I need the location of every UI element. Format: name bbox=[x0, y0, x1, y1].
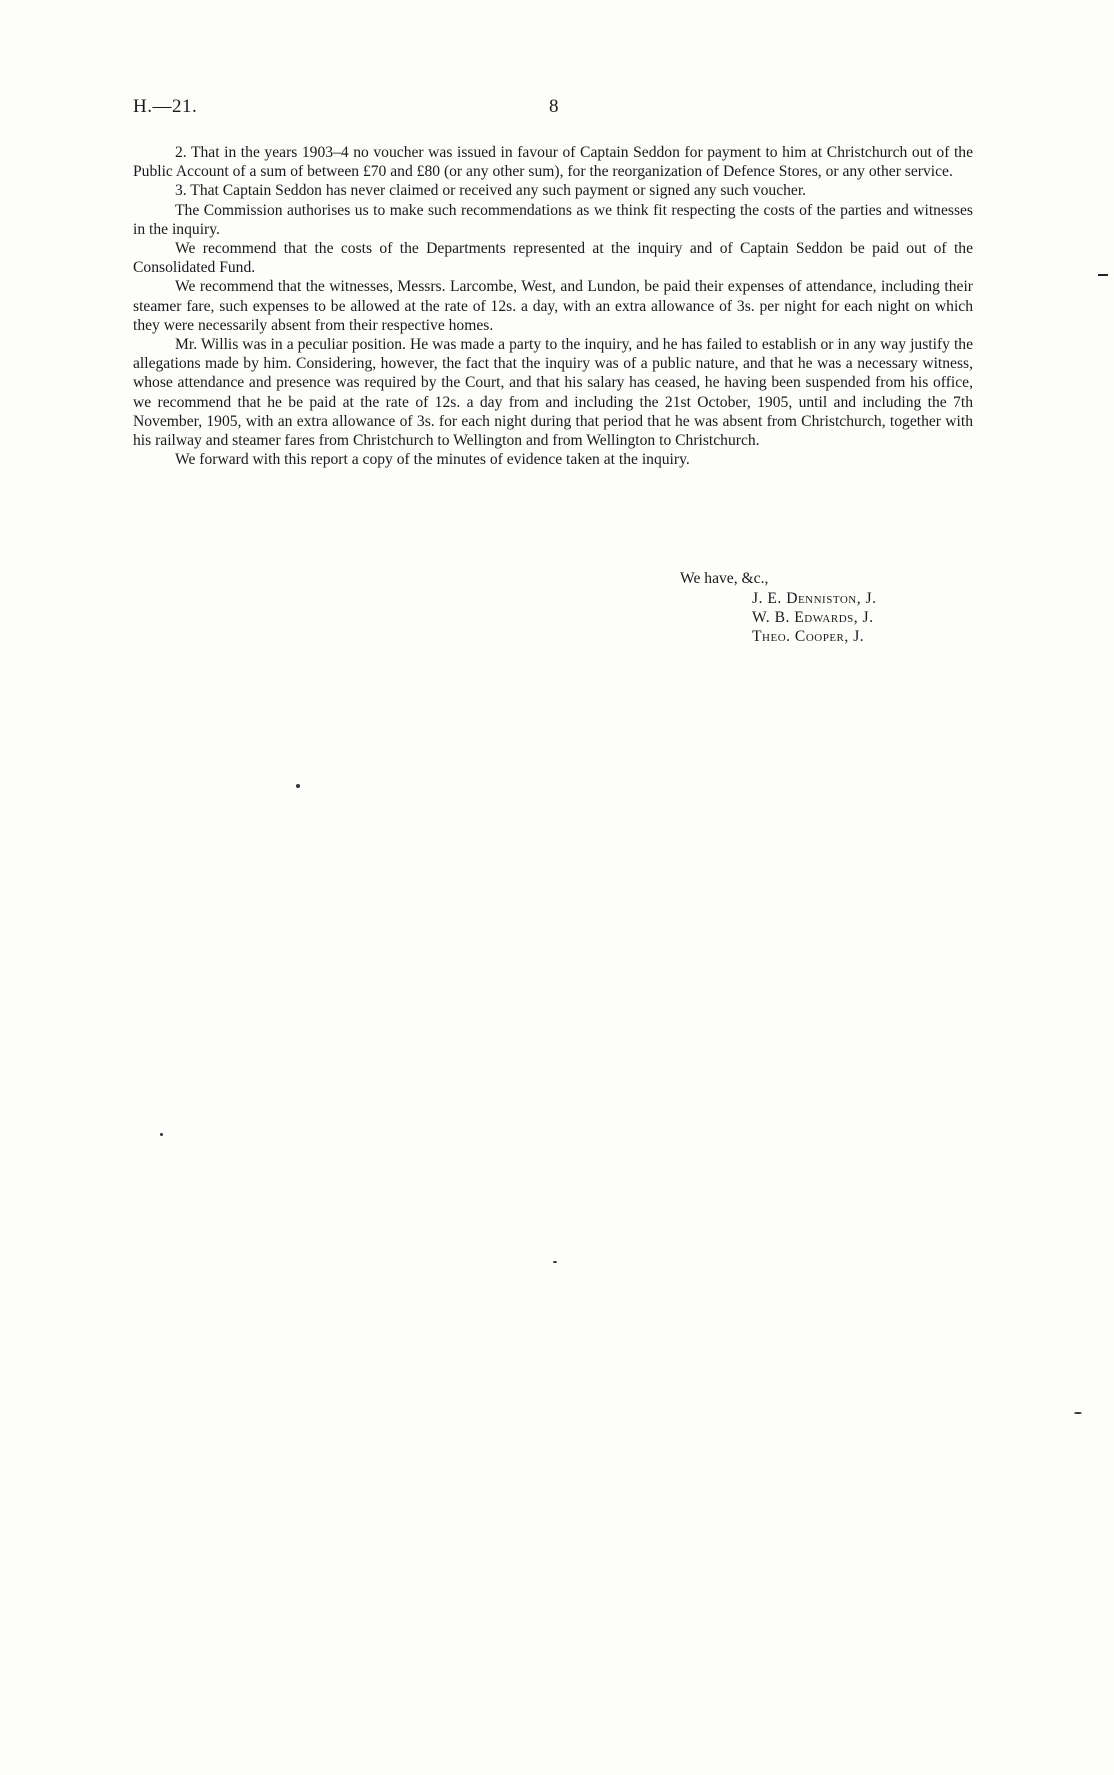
paragraph-witness-expenses: We recommend that the witnesses, Messrs. Larcombe, West, and Lundon, be paid their expenses of attendance, including their steamer fare, such expenses to be allowed at the rate of 12s. a day, with an extra allowance of 3s. per night for each night on which they were necessarily absent from their respective homes. bbox=[133, 278, 973, 334]
report-body bbox=[133, 143, 973, 469]
scan-speck bbox=[160, 1133, 163, 1136]
signatory-edwards: W. B. Edwards, J. bbox=[752, 609, 874, 627]
scan-speck bbox=[1074, 1412, 1082, 1414]
paragraph-commission-authority: The Commission authorises us to make such recommendations as we think fit respecting the costs of the parties and witnesses in the inquiry. bbox=[133, 201, 973, 238]
signature-block bbox=[752, 589, 877, 647]
paragraph-minutes-forwarded: We forward with this report a copy of the minutes of evidence taken at the inquiry. bbox=[175, 451, 690, 469]
parliamentary-paper-reference: H.—21. bbox=[133, 96, 198, 117]
margin-mark bbox=[1098, 274, 1108, 276]
scan-speck bbox=[553, 1261, 557, 1263]
signatory-denniston: J. E. Denniston, J. bbox=[752, 590, 877, 607]
scan-speck bbox=[296, 784, 300, 788]
paragraph-willis-position: Mr. Willis was in a peculiar position. He was made a party to the inquiry, and he has failed to establish or in any way justify the allegations made by him. Considering, however, the fact that the inquiry was of a public nature, and that he was a necessary witness, whose attendance and presence was required by the Court, and that his salary has ceased, he having been suspended from his office, we recommend that he be paid at the rate of 12s. a day from and including the 21st October, 1905, until and including the 7th November, 1905, with an extra allowance of 3s. for each night during that period that he was absent from Christchurch, together with his railway and steamer fares from Christchurch to Wellington and from Wellington to Christchurch. bbox=[133, 336, 973, 450]
paragraph-costs-recommendation: We recommend that the costs of the Departments represented at the inquiry and of Captain Seddon be paid out of the Consolidated Fund. bbox=[133, 240, 973, 277]
paragraph-finding-2: 2. That in the years 1903–4 no voucher was issued in favour of Captain Seddon for payment to him at Christchurch out of the Public Account of a sum of between £70 and £80 (or any other sum), for the reorganization of Defence Stores, or any other service. bbox=[133, 144, 973, 181]
page-number: 8 bbox=[549, 96, 559, 117]
closing-salutation: We have, &c., bbox=[680, 570, 769, 587]
signatory-cooper: Theo. Cooper, J. bbox=[752, 628, 865, 646]
page-header bbox=[133, 96, 973, 122]
paragraph-finding-3: 3. That Captain Seddon has never claimed or received any such payment or signed any such voucher. bbox=[175, 182, 807, 200]
